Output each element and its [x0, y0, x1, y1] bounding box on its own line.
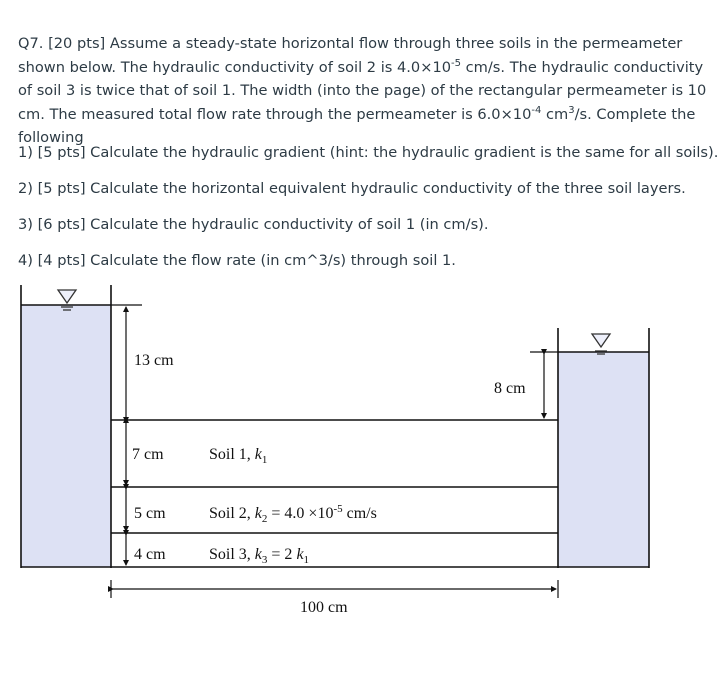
soil2-label: Soil 2, $k_2 = 4.0 \times 10^{-5}$ cm/s	[209, 503, 377, 525]
head-difference-label: 13 cm	[134, 352, 174, 369]
right-water-level-icon	[592, 334, 610, 354]
soil2-thickness-label: 5 cm	[134, 505, 166, 522]
soil3-label: Soil 3, $k_3 = 2$ $k_1$	[209, 546, 310, 566]
soil1-label: Soil 1, $k_1$	[209, 446, 268, 466]
question-label: Q7.	[18, 35, 44, 52]
left-reservoir-water	[21, 305, 111, 567]
task-2: 2) [5 pts] Calculate the horizontal equivalent hydraulic conductivity of the three soil layers.	[18, 180, 686, 197]
tailwater-height-label: 8 cm	[494, 380, 526, 397]
k2-exponent: -5	[451, 57, 462, 69]
soil3-thickness-label: 4 cm	[134, 546, 166, 563]
question-end: /s. Complete the following	[18, 105, 696, 147]
task-1: 1) [5 pts] Calculate the hydraulic gradient (hint: the hydraulic gradient is the same for all soils).	[18, 144, 719, 161]
q-unit-exponent: 3	[568, 104, 575, 116]
question-points: [20 pts]	[48, 35, 106, 52]
task-3: 3) [6 pts] Calculate the hydraulic conductivity of soil 1 (in cm/s).	[18, 216, 489, 233]
question-intro: Assume a steady-state horizontal flow through three soils in the permeameter shown below. The hydraulic conductivity of soil 2 is 4.0×10	[18, 35, 683, 76]
question-k2-unit: cm/s. The hydraulic conductivity of soil 3 is twice that of soil 1. The width (into the page) of the rectangular permeameter is 10 cm. The measured total flow rate through the permeameter is 6.0×10	[18, 58, 707, 123]
question-q-unit: cm	[541, 105, 569, 123]
length-label: 100 cm	[300, 599, 348, 616]
soil1-thickness-label: 7 cm	[132, 446, 164, 463]
right-reservoir-water	[558, 352, 649, 567]
q-exponent: -4	[531, 104, 542, 116]
task-4: 4) [4 pts] Calculate the flow rate (in cm^3/s) through soil 1.	[18, 252, 456, 269]
